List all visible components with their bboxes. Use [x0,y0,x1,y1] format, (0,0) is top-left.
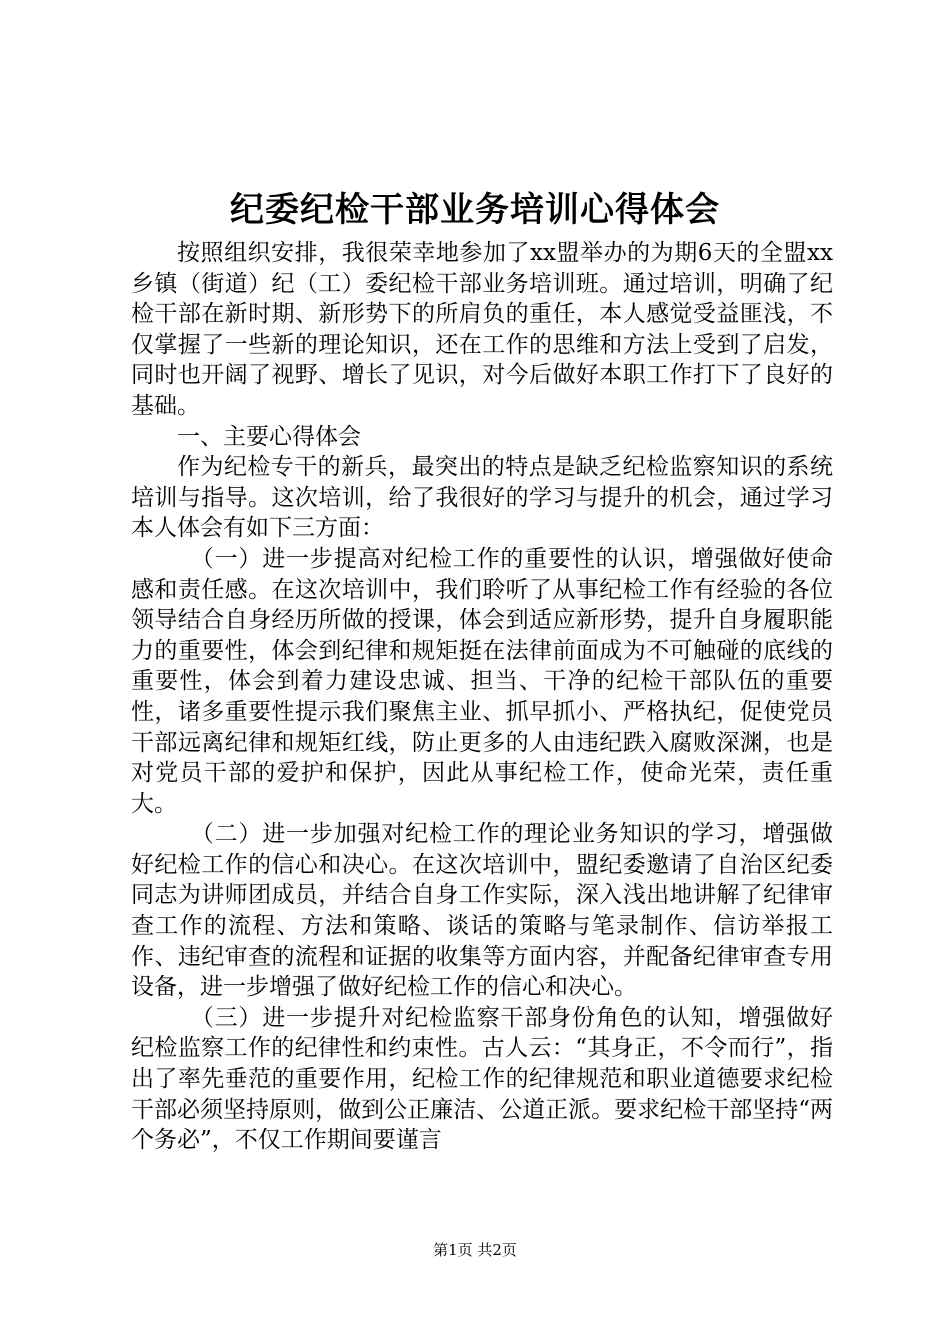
section-heading: 一、主要心得体会 [177,423,361,450]
point-one-paragraph: （一）进一步提高对纪检工作的重要性的认识，增强做好使命感和责任感。在这次培训中，我们聆听了从事纪检工作有经验的各位领导结合自身经历所做的授课，体会到适应新形势，提升自身履职能力的重要性，体会到纪律和规矩挺在法律前面成为不可触碰的底线的重要性，体会到着力建设忠诚、担当、干净的纪检干部队伍的重要性，诸多重要性提示我们聚焦主业、抓早抓小、严格执纪，促使党员干部远离纪律和规矩红线，防止更多的人由违纪跌入腐败深渊，也是对党员干部的爱护和保护，因此从事纪检工作，使命光荣，责任重大。 [131,545,833,817]
body-paragraph: 作为纪检专干的新兵，最突出的特点是缺乏纪检监察知识的系统培训与指导。这次培训，给了我很好的学习与提升的机会，通过学习本人体会有如下三方面： [131,454,833,542]
document-title: 纪委纪检干部业务培训心得体会 [230,190,720,230]
intro-paragraph: 按照组织安排，我很荣幸地参加了xx盟举办的为期6天的全盟xx乡镇（街道）纪（工）委纪检干部业务培训班。通过培训，明确了纪检干部在新时期、新形势下的所肩负的重任，本人感觉受益匪浅，不仅掌握了一些新的理论知识，还在工作的思维和方法上受到了启发，同时也开阔了视野、增长了见识，对今后做好本职工作打下了良好的基础。 [131,240,833,419]
point-two-paragraph: （二）进一步加强对纪检工作的理论业务知识的学习，增强做好纪检工作的信心和决心。在这次培训中，盟纪委邀请了自治区纪委同志为讲师团成员，并结合自身工作实际，深入浅出地讲解了纪律审查工作的流程、方法和策略、谈话的策略与笔录制作、信访举报工作、违纪审查的流程和证据的收集等方面内容，并配备纪律审查专用设备，进一步增强了做好纪检工作的信心和决心。 [131,821,833,1001]
page-footer: 第1页 共2页 [433,1241,517,1259]
document-body [131,238,833,1156]
point-three-paragraph: （三）进一步提升对纪检监察干部身份角色的认知，增强做好纪检监察工作的纪律性和约束性。古人云：“其身正，不令而行”，指出了率先垂范的重要作用，纪检工作的纪律规范和职业道德要求纪检干部必须坚持原则，做到公正廉洁、公道正派。要求纪检干部坚持“两个务必”，不仅工作期间要谨言 [131,1004,833,1154]
